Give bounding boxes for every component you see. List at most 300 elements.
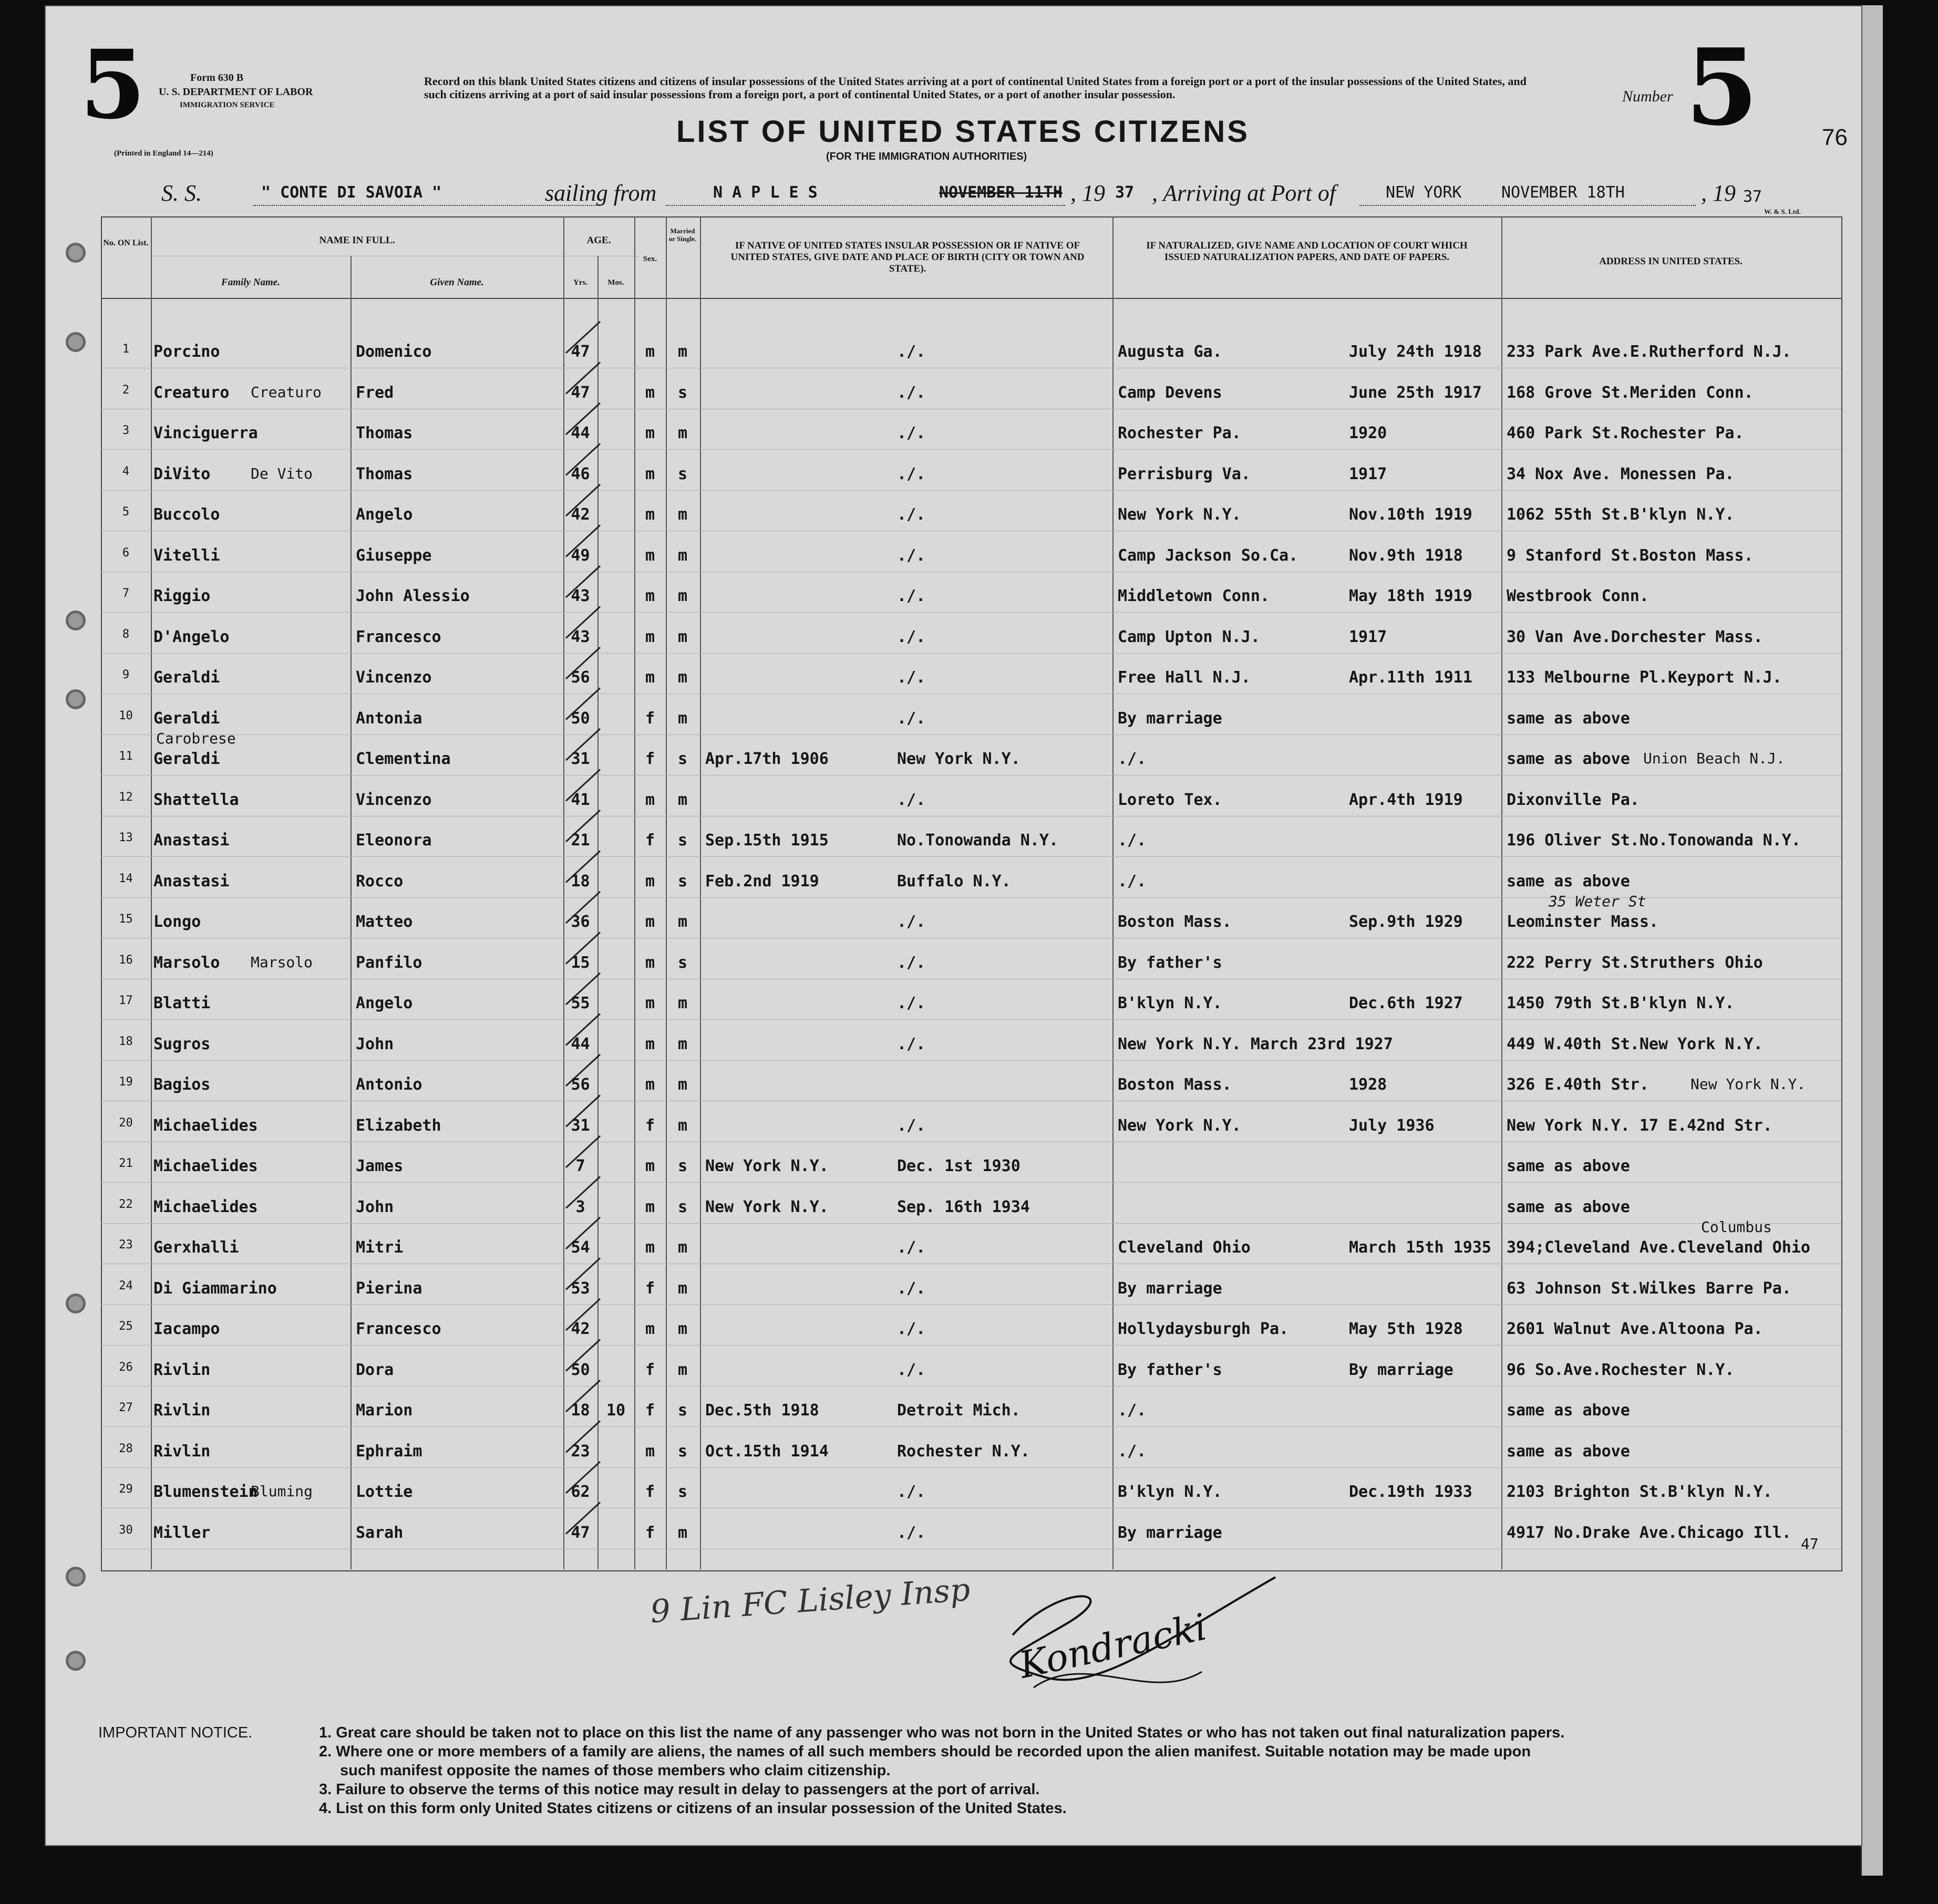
check-tick: [566, 1095, 600, 1127]
port-from: N A P L E S: [713, 183, 818, 202]
given-name: Francesco: [356, 1320, 441, 1338]
family-name: Geraldi: [153, 709, 220, 728]
check-tick: [566, 403, 600, 434]
age-years: 15: [571, 953, 590, 972]
address: same as above: [1507, 1157, 1630, 1175]
birth-place: ./.: [897, 546, 926, 565]
sex: f: [645, 1483, 655, 1501]
check-tick: [566, 566, 600, 597]
row-number: 16: [119, 953, 133, 967]
punch-hole: [66, 332, 86, 352]
naturalization-court: ./.: [1118, 1401, 1147, 1420]
notice-item-1: 1. Great care should be taken not to place on this list the name of any passenger who was not born in the United States or who has not taken out final naturalization papers.: [319, 1724, 1565, 1741]
naturalization-date: July 24th 1918: [1349, 343, 1482, 361]
naturalization-date: May 5th 1928: [1349, 1320, 1463, 1338]
punch-hole: [66, 610, 86, 630]
sex: m: [645, 464, 655, 483]
row-rule: [101, 1467, 1841, 1468]
port-to: NEW YORK: [1386, 183, 1462, 202]
age-years: 55: [571, 994, 590, 1012]
marital-status: s: [677, 1483, 688, 1501]
row-rule: [101, 1426, 1841, 1427]
row-rule: [101, 449, 1841, 450]
age-years: 21: [571, 831, 590, 850]
form-instruction: Record on this blank United States citizens and citizens of insular possessions of the United States arriving at a port of continental United States from a foreign port or a port of the insular possessions of the United States, and such citizens arriving at a port of said insular possessions from a foreign port, a port of continental United States, or a port of another insular possession.: [424, 75, 1527, 101]
given-name: Sarah: [356, 1523, 404, 1542]
col-family: Family Name.: [221, 277, 280, 288]
row-number: 30: [119, 1523, 133, 1537]
age-years: 56: [571, 668, 590, 687]
sex: m: [645, 668, 655, 687]
row-number: 11: [119, 750, 133, 763]
sex: m: [645, 1034, 655, 1053]
birth-place: ./.: [897, 1116, 926, 1135]
family-name: Longo: [153, 913, 201, 931]
given-name: Antonia: [356, 709, 422, 728]
naturalization-court: Boston Mass.: [1118, 913, 1232, 931]
row-rule: [101, 1345, 1841, 1346]
number-label: Number: [1622, 88, 1673, 105]
family-name-correction: De Vito: [251, 464, 313, 482]
age-years: 53: [571, 1279, 590, 1298]
col-sep: [700, 216, 701, 1569]
service: IMMIGRATION SERVICE: [180, 101, 275, 109]
naturalization-court: ./.: [1118, 750, 1147, 768]
address: 1062 55th St.B'klyn N.Y.: [1507, 505, 1735, 524]
arrival-date: NOVEMBER 18TH: [1501, 183, 1625, 202]
punch-hole: [66, 689, 86, 709]
notice-item-2: 2. Where one or more members of a family are aliens, the names of all such members should be recorded upon the alien manifest. Suitable notation may be made upon: [319, 1743, 1531, 1760]
naturalization-date: May 18th 1919: [1349, 587, 1472, 605]
family-name: Di Giammarino: [153, 1279, 277, 1298]
age-years: 47: [571, 1523, 590, 1542]
naturalization-court: New York N.Y.: [1118, 1116, 1241, 1135]
naturalization-date: By marriage: [1349, 1360, 1454, 1379]
age-years: 18: [571, 872, 590, 891]
row-number: 25: [119, 1320, 133, 1333]
given-name: Rocco: [356, 872, 404, 891]
second-signature: Kondracki: [1015, 1605, 1211, 1687]
check-tick: [566, 770, 600, 801]
address-note: 35 Weter St: [1549, 893, 1646, 910]
check-tick: [566, 1136, 600, 1167]
sex: m: [645, 383, 655, 402]
given-name: John Alessio: [356, 587, 470, 605]
row-number: 26: [119, 1360, 133, 1374]
sex: m: [645, 994, 655, 1012]
birth-date: New York N.Y.: [705, 1157, 829, 1175]
check-tick: [566, 607, 600, 638]
sex: m: [645, 1320, 655, 1338]
family-name: Anastasi: [153, 872, 230, 891]
given-name: Dora: [356, 1360, 394, 1379]
marital-status: m: [677, 546, 688, 565]
given-name: Fred: [356, 383, 394, 402]
col-sep: [351, 256, 352, 1569]
family-name: Vinciguerra: [153, 424, 258, 442]
sex: m: [645, 343, 655, 361]
given-name: John: [356, 1034, 394, 1053]
marital-status: s: [677, 953, 688, 972]
address: New York N.Y. 17 E.42nd Str.: [1507, 1116, 1772, 1135]
marital-status: m: [677, 1360, 688, 1379]
sailing-label: sailing from: [545, 180, 657, 206]
check-tick: [566, 1258, 600, 1290]
page-edge: [1860, 5, 1883, 1876]
col-address: ADDRESS IN UNITED STATES.: [1599, 256, 1743, 267]
check-tick: [566, 322, 600, 353]
row-number: 19: [119, 1075, 133, 1089]
family-name: Vitelli: [153, 546, 220, 565]
row-number: 9: [122, 668, 130, 681]
col-married: Married or Single.: [668, 227, 697, 243]
birth-place: Sep. 16th 1934: [897, 1197, 1030, 1216]
given-name: Angelo: [356, 994, 413, 1012]
address: 34 Nox Ave. Monessen Pa.: [1507, 464, 1735, 483]
col-sep: [151, 216, 152, 1569]
birth-place: ./.: [897, 424, 926, 442]
family-name: Rivlin: [153, 1360, 211, 1379]
naturalization-court: Free Hall N.J.: [1118, 668, 1251, 687]
birth-place: ./.: [897, 1238, 926, 1257]
sex: m: [645, 1157, 655, 1175]
check-tick: [566, 851, 600, 883]
address: Dixonville Pa.: [1507, 790, 1640, 809]
birth-place: Detroit Mich.: [897, 1401, 1020, 1420]
address: 2601 Walnut Ave.Altoona Pa.: [1507, 1320, 1763, 1338]
address: 133 Melbourne Pl.Keyport N.J.: [1507, 668, 1782, 687]
marital-status: m: [677, 1523, 688, 1542]
age-years: 42: [571, 505, 590, 524]
age-years: 31: [571, 750, 590, 768]
address: Leominster Mass.: [1507, 913, 1658, 931]
marital-status: m: [677, 424, 688, 442]
marital-status: m: [677, 1238, 688, 1257]
family-name: Buccolo: [153, 505, 220, 524]
naturalization-court: B'klyn N.Y.: [1118, 1483, 1222, 1501]
row-number: 1: [122, 343, 130, 356]
naturalization-date: Apr.11th 1911: [1349, 668, 1472, 687]
family-name-correction: Bluming: [251, 1483, 313, 1500]
birth-date: Sep.15th 1915: [705, 831, 829, 850]
address: same as above: [1507, 872, 1630, 891]
age-years: 47: [571, 343, 590, 361]
row-rule: [101, 653, 1841, 654]
col-name-in-full: NAME IN FULL.: [319, 235, 395, 246]
sex: m: [645, 1442, 655, 1461]
marital-status: m: [677, 1075, 688, 1094]
row-number: 5: [122, 505, 130, 519]
naturalization-court: Perrisburg Va.: [1118, 464, 1251, 483]
marital-status: m: [677, 1279, 688, 1298]
naturalization-court: Camp Devens: [1118, 383, 1222, 402]
age-years: 36: [571, 913, 590, 931]
naturalization-court: By father's: [1118, 1360, 1222, 1379]
age-years: 46: [571, 464, 590, 483]
age-years: 31: [571, 1116, 590, 1135]
family-name: Michaelides: [153, 1197, 258, 1216]
birth-place: No.Tonowanda N.Y.: [897, 831, 1059, 850]
age-years: 18: [571, 1401, 590, 1420]
naturalization-date: Nov.9th 1918: [1349, 546, 1463, 565]
age-years: 42: [571, 1320, 590, 1338]
address: 168 Grove St.Meriden Conn.: [1507, 383, 1754, 402]
col-given: Given Name.: [430, 277, 484, 288]
check-tick: [566, 484, 600, 516]
family-name: Sugros: [153, 1034, 211, 1053]
family-name: DiVito: [153, 464, 211, 483]
check-tick: [566, 1217, 600, 1249]
age-years: 7: [575, 1157, 585, 1175]
marital-status: m: [677, 1320, 688, 1338]
given-name: James: [356, 1157, 404, 1175]
birth-place: Rochester N.Y.: [897, 1442, 1030, 1461]
marital-status: m: [677, 790, 688, 809]
given-name: Eleonora: [356, 831, 432, 850]
age-months: 10: [606, 1401, 626, 1420]
address-note: 47: [1801, 1535, 1819, 1553]
sex: f: [645, 750, 655, 768]
sex: m: [645, 953, 655, 972]
marital-status: s: [677, 1157, 688, 1175]
age-years: 47: [571, 383, 590, 402]
sex: f: [645, 1279, 655, 1298]
naturalization-date: June 25th 1917: [1349, 383, 1482, 402]
given-name: Panfilo: [356, 953, 422, 972]
page-subtitle: (FOR THE IMMIGRATION AUTHORITIES): [826, 151, 1027, 162]
sex: m: [645, 872, 655, 891]
age-years: 43: [571, 587, 590, 605]
family-name: Geraldi: [153, 668, 220, 687]
age-years: 54: [571, 1238, 590, 1257]
given-name: John: [356, 1197, 394, 1216]
naturalization-court: By marriage: [1118, 709, 1222, 728]
birth-place: ./.: [897, 627, 926, 646]
manifest-sheet: [45, 5, 1862, 1846]
age-years: 49: [571, 546, 590, 565]
family-name: Blatti: [153, 994, 211, 1012]
birth-date: Dec.5th 1918: [705, 1401, 819, 1420]
address: same as above: [1507, 750, 1630, 768]
notice-item-3: 3. Failure to observe the terms of this notice may result in delay to passengers at the port of arrival.: [319, 1781, 1040, 1798]
family-name: Marsolo: [153, 953, 220, 972]
marital-status: s: [677, 464, 688, 483]
age-years: 56: [571, 1075, 590, 1094]
sex: m: [645, 627, 655, 646]
sex: f: [645, 831, 655, 850]
given-name: Marion: [356, 1401, 413, 1420]
check-tick: [566, 892, 600, 923]
row-number: 2: [122, 383, 130, 397]
given-name: Francesco: [356, 627, 441, 646]
address: 96 So.Ave.Rochester N.Y.: [1507, 1360, 1735, 1379]
header-rule: [101, 298, 1841, 299]
naturalization-court: Rochester Pa.: [1118, 424, 1241, 442]
naturalization-court: New York N.Y.: [1118, 505, 1241, 524]
address: 9 Stanford St.Boston Mass.: [1507, 546, 1754, 565]
address: 222 Perry St.Struthers Ohio: [1507, 953, 1763, 972]
check-tick: [566, 363, 600, 394]
col-no: No. ON List.: [103, 239, 149, 247]
check-tick: [566, 729, 600, 760]
row-number: 13: [119, 831, 133, 844]
family-name-correction: Creaturo: [251, 383, 322, 401]
birth-place: ./.: [897, 1320, 926, 1338]
age-years: 50: [571, 709, 590, 728]
address-note: New York N.Y.: [1690, 1075, 1806, 1093]
age-years: 62: [571, 1483, 590, 1501]
naturalization-court: New York N.Y. March 23rd 1927: [1118, 1034, 1393, 1053]
naturalization-date: Dec.6th 1927: [1349, 994, 1463, 1012]
family-name: Miller: [153, 1523, 211, 1542]
family-name: Creaturo: [153, 383, 230, 402]
row-rule: [101, 856, 1841, 857]
naturalization-court: ./.: [1118, 831, 1147, 850]
page-number: 76: [1822, 125, 1848, 150]
department: U. S. DEPARTMENT OF LABOR: [159, 86, 313, 98]
marital-status: m: [677, 913, 688, 931]
row-rule: [101, 1223, 1841, 1224]
naturalization-court: Loreto Tex.: [1118, 790, 1222, 809]
check-tick: [566, 688, 600, 720]
sheet-number-left: 5: [80, 29, 146, 140]
birth-date: New York N.Y.: [705, 1197, 829, 1216]
given-name: Ephraim: [356, 1442, 422, 1461]
inspector-signature: 9 Lin FC Lisley Insp: [649, 1571, 972, 1631]
check-tick: [566, 1054, 600, 1086]
naturalization-court: By marriage: [1118, 1523, 1222, 1542]
year2-prefix: , 19: [1701, 180, 1736, 206]
check-tick: [566, 1177, 600, 1208]
address: same as above: [1507, 1401, 1630, 1420]
birth-place: ./.: [897, 1034, 926, 1053]
row-number: 27: [119, 1401, 133, 1414]
row-number: 23: [119, 1238, 133, 1251]
birth-place: ./.: [897, 505, 926, 524]
family-name: Gerxhalli: [153, 1238, 239, 1257]
naturalization-date: 1917: [1349, 464, 1387, 483]
given-name: Vincenzo: [356, 790, 432, 809]
marital-status: m: [677, 1116, 688, 1135]
age-years: 43: [571, 627, 590, 646]
given-name: Pierina: [356, 1279, 422, 1298]
birth-date: Apr.17th 1906: [705, 750, 829, 768]
family-name-correction: Marsolo: [251, 953, 313, 971]
naturalization-court: Middletown Conn.: [1118, 587, 1270, 605]
punch-hole: [66, 1567, 86, 1587]
family-name: Shattella: [153, 790, 239, 809]
sex: m: [645, 546, 655, 565]
naturalization-court: Boston Mass.: [1118, 1075, 1232, 1094]
given-name: Angelo: [356, 505, 413, 524]
row-number: 3: [122, 424, 130, 437]
row-number: 24: [119, 1279, 133, 1292]
row-number: 6: [122, 546, 130, 560]
number-value: 5: [1685, 26, 1759, 149]
check-tick: [566, 1340, 600, 1371]
row-number: 29: [119, 1483, 133, 1496]
given-name: Thomas: [356, 464, 413, 483]
family-name: Rivlin: [153, 1442, 211, 1461]
col-birth: IF NATIVE OF UNITED STATES INSULAR POSSESSION OR IF NATIVE OF UNITED STATES, GIVE DATE AND PLACE OF BIRTH (CITY OR TOWN AND STATE).: [730, 240, 1085, 274]
sex: m: [645, 1075, 655, 1094]
address: 196 Oliver St.No.Tonowanda N.Y.: [1507, 831, 1801, 850]
printed-note: (Printed in England 14—214): [114, 149, 213, 158]
marital-status: m: [677, 709, 688, 728]
naturalization-court: Hollydaysburgh Pa.: [1118, 1320, 1289, 1338]
sex: m: [645, 587, 655, 605]
birth-place: ./.: [897, 668, 926, 687]
address: Westbrook Conn.: [1507, 587, 1649, 605]
ship-name: " CONTE DI SAVOIA ": [261, 183, 442, 202]
marital-status: m: [677, 1034, 688, 1053]
family-name: Iacampo: [153, 1320, 220, 1338]
row-number: 8: [122, 627, 130, 641]
sex: f: [645, 1523, 655, 1542]
address: same as above: [1507, 1197, 1630, 1216]
naturalization-court: By marriage: [1118, 1279, 1222, 1298]
row-number: 4: [122, 464, 130, 478]
naturalization-date: Dec.19th 1933: [1349, 1483, 1472, 1501]
naturalization-date: Sep.9th 1929: [1349, 913, 1463, 931]
punch-hole: [66, 1294, 86, 1313]
family-name: D'Angelo: [153, 627, 230, 646]
year1-prefix: , 19: [1070, 180, 1105, 206]
address: 63 Johnson St.Wilkes Barre Pa.: [1507, 1279, 1791, 1298]
family-name: Michaelides: [153, 1116, 258, 1135]
col-sep: [1112, 216, 1114, 1569]
row-number: 22: [119, 1197, 133, 1211]
address: same as above: [1507, 709, 1630, 728]
sex: m: [645, 505, 655, 524]
family-name: Rivlin: [153, 1401, 211, 1420]
marital-status: s: [677, 383, 688, 402]
birth-place: ./.: [897, 913, 926, 931]
naturalization-court: Camp Jackson So.Ca.: [1118, 546, 1298, 565]
birth-place: ./.: [897, 343, 926, 361]
given-name: Matteo: [356, 913, 413, 931]
birth-place: Dec. 1st 1930: [897, 1157, 1020, 1175]
check-tick: [566, 933, 600, 964]
birth-date: Oct.15th 1914: [705, 1442, 829, 1461]
naturalization-date: Nov.10th 1919: [1349, 505, 1472, 524]
age-years: 23: [571, 1442, 590, 1461]
family-name: Anastasi: [153, 831, 230, 850]
family-name-correction: Carobrese: [156, 730, 236, 747]
family-name: Riggio: [153, 587, 211, 605]
address: 394;Cleveland Ave.Cleveland Ohio: [1507, 1238, 1810, 1257]
naturalization-court: By father's: [1118, 953, 1222, 972]
naturalization-date: 1917: [1349, 627, 1387, 646]
check-tick: [566, 1503, 600, 1534]
col-mos: Mos.: [607, 278, 624, 287]
given-name: Mitri: [356, 1238, 404, 1257]
col-age: AGE.: [586, 235, 611, 246]
notice-label: IMPORTANT NOTICE.: [98, 1724, 253, 1741]
age-years: 44: [571, 1034, 590, 1053]
birth-place: ./.: [897, 994, 926, 1012]
year2: 37: [1743, 188, 1762, 206]
birth-place: Buffalo N.Y.: [897, 872, 1011, 891]
sex: m: [645, 424, 655, 442]
check-tick: [566, 810, 600, 842]
address: 30 Van Ave.Dorchester Mass.: [1507, 627, 1763, 646]
family-name: Blumenstein: [153, 1483, 258, 1501]
notice-item-4: 4. List on this form only United States citizens or citizens of an insular possession of the United States.: [319, 1800, 1067, 1817]
check-tick: [566, 1299, 600, 1330]
address: 1450 79th St.B'klyn N.Y.: [1507, 994, 1735, 1012]
rule: [1359, 205, 1696, 206]
